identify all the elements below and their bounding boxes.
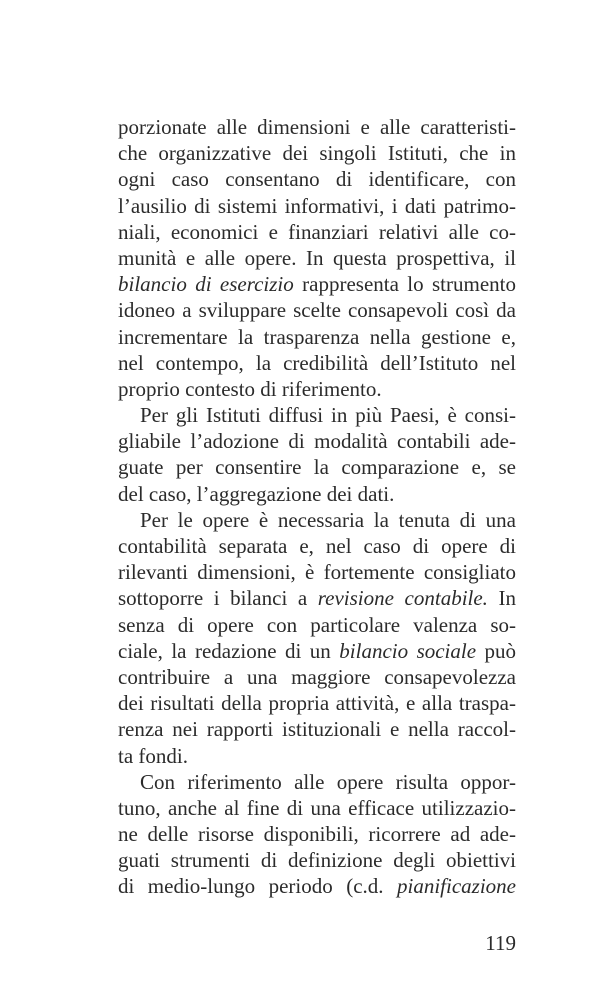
text-segment: sottoporre i bilanci a — [118, 586, 318, 611]
text-line — [118, 638, 516, 664]
text-line — [118, 271, 516, 297]
text-line — [118, 193, 516, 219]
text-segment: senza di opere con particolare valenza so- — [118, 612, 516, 637]
text-segment: l’ausilio di sistemi informativi, i dati patrimo- — [118, 193, 516, 218]
text-segment: In — [498, 586, 516, 611]
text-segment: dei risultati della propria attività, e alla traspa- — [118, 691, 516, 716]
text-line — [118, 585, 516, 611]
italic-term: revisione contabile. — [317, 586, 488, 611]
text-segment: nel contempo, la credibilità dell’Istituto nel — [118, 350, 516, 375]
text-line — [118, 245, 516, 271]
text-line — [118, 559, 516, 585]
text-segment: munità e alle opere. In questa prospettiva, il — [118, 245, 516, 270]
text-line — [118, 612, 516, 638]
text-line — [118, 873, 516, 899]
italic-term: bilancio sociale — [339, 638, 477, 663]
text-line — [118, 847, 516, 873]
text-line — [118, 769, 516, 795]
text-segment: niali, economici e finanziari relativi alle co- — [118, 219, 516, 244]
text-line — [118, 219, 516, 245]
text-segment: renza nei rapporti istituzionali e nella raccol- — [118, 717, 516, 742]
text-segment: ciale, la redazione di un — [118, 638, 340, 663]
text-line — [118, 507, 516, 533]
text-segment: può — [476, 638, 516, 663]
text-line — [118, 795, 516, 821]
text-segment: Con riferimento alle opere risulta oppor- — [140, 769, 516, 794]
text-segment: Per gli Istituti diffusi in più Paesi, è consi- — [140, 403, 516, 428]
body-text — [118, 114, 516, 900]
text-segment: Per le opere è necessaria la tenuta di una — [140, 507, 516, 532]
text-line — [118, 821, 516, 847]
text-line — [118, 454, 516, 480]
page-number: 119 — [485, 931, 516, 955]
text-line — [118, 166, 516, 192]
text-segment: di medio-lungo periodo (c.d. — [118, 874, 397, 899]
text-segment: rilevanti dimensioni, è fortemente consigliato — [118, 560, 516, 585]
text-segment: porzionate alle dimensioni e alle caratteristi- — [118, 115, 516, 139]
text-line — [118, 114, 516, 140]
text-segment: gliabile l’adozione di modalità contabili ade- — [118, 429, 516, 454]
text-segment: guati strumenti di definizione degli obiettivi — [118, 848, 516, 873]
text-segment: che organizzative dei singoli Istituti, che in — [118, 141, 516, 166]
text-line — [118, 428, 516, 454]
text-line — [118, 664, 516, 690]
italic-term: bilancio di esercizio — [118, 272, 294, 297]
text-line — [118, 324, 516, 350]
text-segment: incrementare la trasparenza nella gestione e, — [118, 324, 516, 349]
text-line — [118, 690, 516, 716]
italic-term: pianificazione — [397, 874, 516, 899]
text-line — [118, 297, 516, 323]
text-segment: proprio contesto di riferimento. — [118, 376, 382, 401]
text-segment: del caso, l’aggregazione dei dati. — [118, 481, 395, 506]
text-segment: guate per consentire la comparazione e, se — [118, 455, 516, 480]
text-segment: contribuire a una maggiore consapevolezza — [118, 664, 516, 689]
text-line — [118, 140, 516, 166]
text-line — [118, 481, 516, 507]
text-segment: contabilità separata e, nel caso di opere di — [118, 534, 516, 558]
text-segment: ne delle risorse disponibili, ricorrere ad ade- — [118, 822, 516, 847]
text-line — [118, 743, 516, 769]
text-segment: ta fondi. — [118, 743, 188, 768]
text-segment: tuno, anche al fine di una efficace utilizzazio- — [118, 795, 516, 820]
text-line — [118, 376, 516, 402]
text-segment: rappresenta lo strumento — [293, 272, 516, 297]
text-line — [118, 350, 516, 376]
text-line — [118, 716, 516, 742]
text-segment: ogni caso consentano di identificare, con — [118, 167, 516, 192]
text-segment: idoneo a sviluppare scelte consapevoli così da — [118, 298, 516, 323]
text-line — [118, 402, 516, 428]
text-line — [118, 533, 516, 559]
